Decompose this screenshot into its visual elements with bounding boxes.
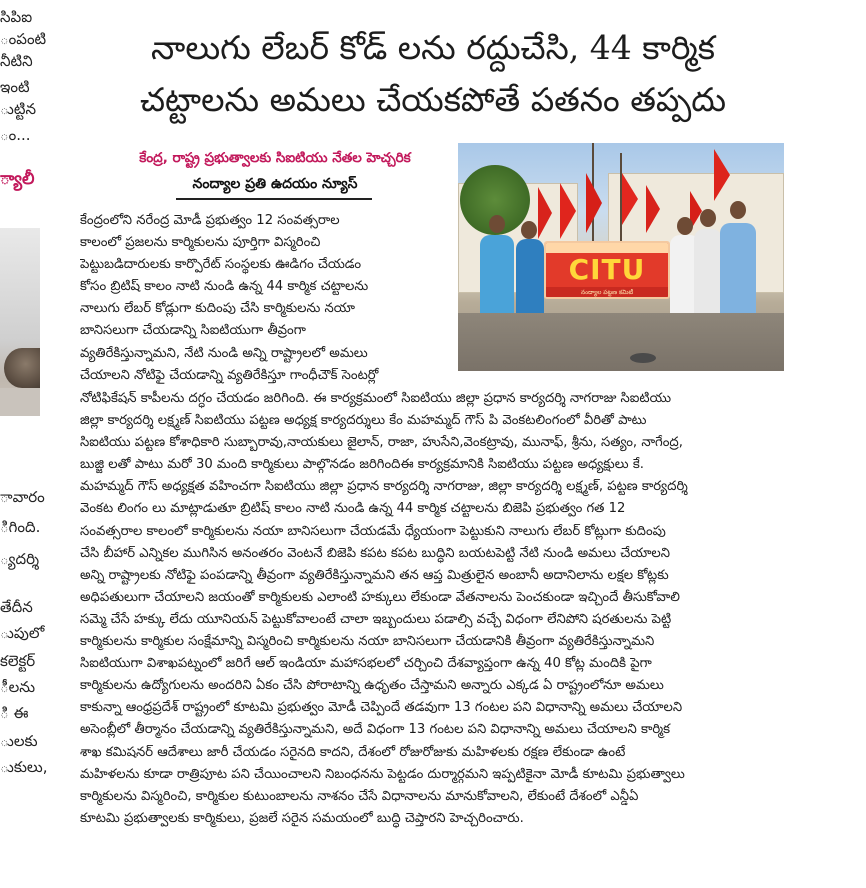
article-line: కాకున్నా ఆంధ్రప్రదేశ్ రాష్ట్రంలో కూటమి ప్రభుత్వం మోడీ చెప్పిందే తడవుగా 13 గంటల పని విధానాన్ని అమలు చేయాలని	[80, 700, 683, 716]
burnt-copies	[630, 353, 656, 363]
red-flag	[622, 173, 638, 225]
article-line: సంవత్సరాల కాలంలో కార్మికులను నయా బానిసలుగా చేయడమే ధ్యేయంగా పెట్టుకుని నాలుగు లేబర్ కోట్లుగా కుదింపు	[80, 523, 666, 539]
article-line: అన్ని రాష్ట్రాలకు నోటిఫై పంపడాన్ని తీవ్రంగా వ్యతిరేకిస్తున్నామని తన ఆప్త మిత్రులైన అంబానీ అదానిలాను లక్షల కోట్లకు	[80, 567, 669, 583]
article-line: వ్యతిరేకిస్తున్నామని, నేటి నుండి అన్ని రాష్ట్రాలలో అమలు	[80, 345, 368, 361]
red-flag	[538, 187, 552, 239]
photo-person-shirt	[0, 388, 40, 416]
previous-article-fragment: ావారం	[0, 488, 45, 506]
previous-article-fragment: ుట్టిన	[0, 100, 36, 118]
previous-article-headline-fragment: ్యాలీ	[0, 169, 35, 189]
article-line: కార్మికులను ఉద్యోగులను అందరిని ఏకం చేసి పోరాటాన్ని ఉధృతం చేస్తామని అన్నారు ఎక్కడ ఏ రాష్ట్రంలోనూ అమలు	[80, 678, 664, 694]
banner-caption: నంద్యాల పట్టణ కమిటీ	[580, 289, 634, 296]
article-line: అధిపతులుగా చేయాలని జయంతో కార్మికులకు ఎలాంటి హక్కులు లేకుండా వేతనాలను పెంచకుండా ఇచ్చిందే తీసుకోవాలి	[80, 589, 680, 605]
previous-article-fragment: తేదీన	[0, 598, 33, 616]
previous-article-fragment: ి ఈ	[0, 704, 29, 722]
banner-top-band	[546, 243, 668, 253]
previous-article-column	[0, 0, 48, 888]
article-line: వెంకట లింగం లు మాట్లాడుతూ బ్రిటిష్ కాలం నాటి నుండి ఉన్న 44 కార్మిక చట్టాలను బిజెపి ప్రభుత్వం గత 12	[80, 501, 626, 517]
article-body-main	[80, 388, 782, 830]
previous-article-photo	[0, 228, 40, 416]
photo-road	[458, 313, 784, 371]
article-line: సమ్మె చేసే హక్కు లేదు యూనియన్ పెట్టుకోవాలంటే చాలా ఇబ్బందులు పడాల్సి వచ్చే విధంగా లేనిపోని షరతులను పెట్టి	[80, 611, 672, 627]
previous-article-fragment: కలెక్టర్	[0, 652, 36, 670]
article-line: జిల్లా కార్యదర్శి లక్ష్మణ్ సిఐటియు పట్టణ అధ్యక్ష కార్యదర్శులు కేం మహమ్మద్ గౌస్ పి వెంకటలింగంలో వీరితో పాటు	[80, 413, 647, 429]
previous-article-fragment: ిగింది.	[0, 518, 41, 536]
previous-article-fragment: ం...	[0, 126, 31, 144]
byline-underline	[176, 198, 372, 200]
article-line: కాలంలో ప్రజలను కార్మికులను పూర్తిగా విస్మరించి	[80, 235, 321, 251]
article-line: అసెంబ్లీలో తీర్మానం చేయడాన్ని వ్యతిరేకిస్తున్నామని, అదే విధంగా 13 గంటల పని విధానాన్ని అమలు చేయాలని కార్మిక	[80, 722, 671, 738]
article-line: బానిసలుగా చేయడాన్ని సిఐటియుగా తీవ్రంగా	[80, 323, 306, 339]
article-line: కోసం బ్రిటిష్ కాలం నాటి నుండి ఉన్న 44 కార్మిక చట్టాలను	[80, 279, 369, 295]
previous-article-fragment: ుకులు,	[0, 758, 48, 776]
photo-person-face	[700, 209, 716, 227]
article-line: నోటిఫికేషన్ కాపీలను దగ్ధం చేయడం జరిగింది. ఈ కార్యక్రమంలో సిఐటియు జిల్లా ప్రధాన కార్యదర్శి నాగరాజు సిఐటియు	[80, 391, 672, 406]
article-line: నాలుగు లేబర్ కోడ్లుగా కుదింపు చేసి కార్మికులను నయా	[80, 301, 355, 317]
previous-article-fragment: సిపిఐ	[0, 8, 33, 26]
photo-person	[516, 239, 544, 321]
article-line: మహిళలను కూడా రాత్రిపూట పని చేయించాలని నిబంధనను పెట్టడం దుర్మార్గమని ఇప్పటికైనా మోడీ కూటమి ప్రభుత్వాలు	[80, 766, 685, 782]
previous-article-fragment: ్యదర్శి	[0, 550, 40, 568]
article-line: సిఐటియు పట్టణ కోశాధికారి సుబ్బారావు,నాయకులు జైలాన్, రాజా, హుసేని,వెంకట్రావు, మునాఫ్, శ్రీను, సత్యం, నాగేంద్ర,	[80, 435, 683, 451]
article-line: కేంద్రంలోని నరేంద్ర మోడీ ప్రభుత్వం 12 సంవత్సరాల	[80, 213, 340, 228]
previous-article-fragment: ంపంటి	[0, 30, 47, 48]
article-line: కార్మికులను కార్మికుల సంక్షేమాన్ని విస్మరించి కార్మికులను నయా బానిసలుగా చేయడానికి తీవ్రంగా వ్యతిరేకిస్తున్నామని	[80, 634, 655, 650]
previous-article-fragment: ుపులో	[0, 624, 45, 642]
article-subheading: కేంద్ర, రాష్ట్ర ప్రభుత్వాలకు సిఐటియు నేతల హెచ్చరిక	[139, 150, 411, 166]
headline-line-2: చట్టాలను అమలు చేయకపోతే పతనం తప్పదు	[139, 80, 727, 119]
article-line: పెట్టుబడిదారులకు కార్పొరేట్ సంస్థలకు ఊడిగం చేయడం	[80, 257, 362, 273]
red-flag	[586, 173, 602, 233]
article-byline: నంద్యాల ప్రతి ఉదయం న్యూస్	[192, 176, 358, 192]
previous-article-fragment: ులకు	[0, 732, 38, 750]
article-line: చేసి బీహార్ ఎన్నికల ముగిసిన అనంతరం వెంటనే బిజెపి కపట కపట బుద్ధిని బయటపెట్టి నేటి నుండి అమలు చేయాలని	[80, 545, 671, 561]
article-headline	[88, 22, 778, 126]
article-line: సిఐటియుగా విశాఖపట్నంలో జరిగే ఆల్ ఇండియా మహాసభలలో చర్చించి దేశవ్యాప్తంగా ఉన్న 40 కోట్ల మందికి పైగా	[80, 656, 652, 672]
headline-line-1: నాలుగు లేబర్ కోడ్ లను రద్దుచేసి, 44 కార్మిక	[151, 28, 715, 67]
photo-person-face	[489, 215, 505, 233]
photo-person-face	[677, 217, 693, 235]
red-flag	[714, 149, 730, 201]
previous-article-fragment: ీలను	[0, 678, 36, 696]
photo-person-face	[730, 201, 746, 219]
article-line: శాఖ కమిషనర్ ఆదేశాలు జారీ చేయడం సరైనది కాదని, దేశంలో రోజురోజుకు మహిళలకు రక్షణ లేకుండా ఉంటే	[80, 744, 626, 760]
photo-person-face	[521, 221, 537, 239]
red-flag	[646, 185, 660, 233]
protest-photo	[458, 143, 784, 371]
banner-label: CITU	[568, 253, 646, 286]
previous-article-fragment: నీటిని	[0, 52, 33, 70]
article-line: బుజ్జి లతో పాటు మరో 30 మంది కార్మికులు పాల్గొనడం జరిగిందిఈ కార్యక్రమానికి సిఐటియు పట్టణ అధ్యక్షులు కే.	[80, 457, 644, 473]
photo-person-head	[4, 348, 40, 388]
article-line: చేయాలని నోటిఫై చేయడాన్ని వ్యతిరేకిస్తూ గాంధీచౌక్ సెంటర్లో	[80, 367, 379, 383]
article-line: మహమ్మద్ గౌస్ అధ్యక్షత వహించగా సిఐటియు జిల్లా ప్రధాన కార్యదర్శి నాగరాజు, జిల్లా కార్యదర్శి లక్ష్మణ్, పట్టణ కార్యదర్శి	[80, 479, 688, 495]
article-line: కూటమి ప్రభుత్వాలకు కార్మికులు, ప్రజలే సరైన సమయంలో బుద్ధి చెప్తారని హెచ్చరించారు.	[80, 810, 524, 826]
previous-article-fragment: ఇంటి	[0, 78, 30, 96]
article-body-top	[80, 210, 452, 387]
article-line: కార్మికులను విస్మరించి, కార్మికుల కుటుంబాలను నాశనం చేసే విధానాలను మానుకోవాలని, లేకుంటే దేశంలో ఎన్డీఏ	[80, 788, 639, 804]
red-flag	[560, 183, 576, 239]
